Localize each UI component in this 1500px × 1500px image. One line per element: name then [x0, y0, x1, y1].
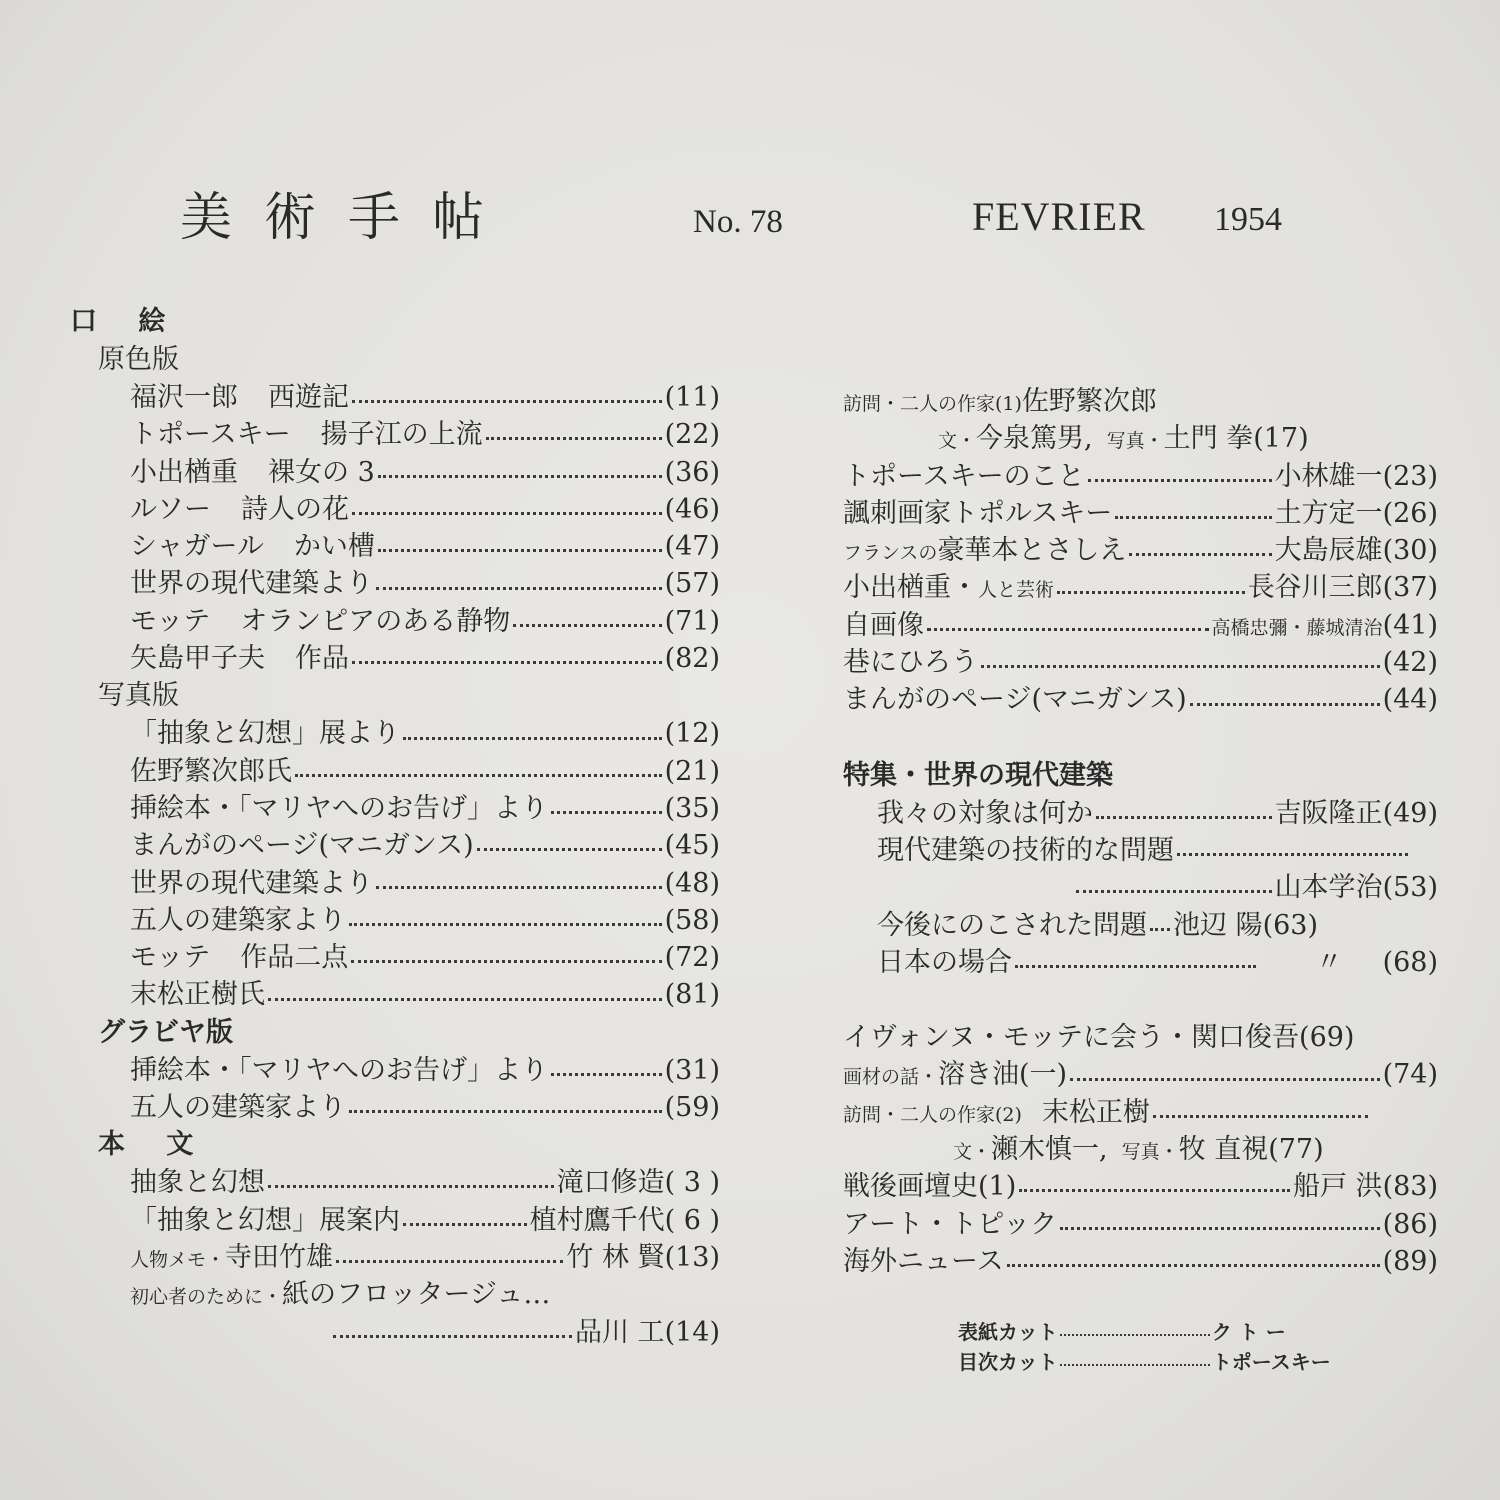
toc-entry: 画材の話・ 溶き油(一) (74) [843, 1059, 1438, 1091]
toc-entry: 末松正樹氏 (81) [130, 979, 720, 1011]
toc-entry: モッテ オランピアのある静物 (71) [130, 605, 720, 637]
issue-number: No. 78 [693, 204, 783, 240]
right-column [843, 383, 1438, 1280]
toc-entry: 海外ニュース (89) [843, 1245, 1438, 1277]
toc-entry: 自画像 高橋忠彌・藤城清治 (41) [843, 609, 1438, 641]
toc-entry: 五人の建築家より (58) [130, 904, 720, 936]
toc-entry: トポースキー 揚子江の上流 (22) [130, 419, 720, 451]
subsection-heading-gravure: グラビヤ版 [98, 1016, 233, 1048]
toc-entry: 五人の建築家より (59) [130, 1092, 720, 1124]
toc-entry: 挿絵本・「マリヤへのお告げ」より (31) [130, 1054, 720, 1086]
masthead [0, 188, 1500, 258]
left-column [70, 303, 720, 1351]
toc-entry: 矢島甲子夫 作品 (82) [130, 643, 720, 675]
toc-entry: 我々の対象は何か 吉阪隆正 (49) [877, 797, 1438, 829]
credits [958, 1317, 1378, 1377]
toc-entry: 訪問・二人の作家(2) 末松正樹 [843, 1094, 1438, 1131]
toc-entry: トポースキーのこと 小林雄一 (23) [843, 460, 1438, 492]
subsection-heading-genshoku: 原色版 [98, 344, 179, 375]
toc-entry: 「抽象と幻想」展案内 植村鷹千代 ( 6 ) [130, 1204, 720, 1236]
toc-entry: 「抽象と幻想」展より (12) [130, 718, 720, 750]
toc-entry: シャガール かい槽 (47) [130, 531, 720, 563]
toc-entry: 世界の現代建築より (57) [130, 568, 720, 600]
magazine-title: 美術手帖 [180, 188, 517, 248]
toc-entry: 初心者のために・ 紙のフロッタージュ… [130, 1279, 551, 1311]
toc-entry-continued: 山本学治 (53) [843, 869, 1438, 906]
toc-entry: 訪問・二人の作家(1) 佐野繁次郎 [843, 386, 1157, 417]
toc-entry: 佐野繁次郎氏 (21) [130, 755, 720, 787]
toc-entry: イヴォンヌ・モッテに会う・ 関口俊吾 (69) [843, 1022, 1355, 1054]
toc-entry: 小出楢重 裸女の 3 (36) [130, 456, 720, 488]
toc-entry: 世界の現代建築より (48) [130, 867, 720, 899]
credit-cover-cut: 表紙カット ク ト ー [958, 1320, 1286, 1344]
credit-toc-cut: 目次カット トポースキー [958, 1350, 1331, 1374]
toc-entry: 諷刺画家トポルスキー 土方定一 (26) [843, 497, 1438, 529]
toc-entry: 日本の場合 〃 (68) [877, 946, 1438, 978]
toc-entry: アート・トピック (86) [843, 1208, 1438, 1240]
subsection-heading-shashin: 写真版 [98, 680, 179, 712]
section-heading-kuchie: 口 絵 [70, 306, 182, 337]
toc-entry: 挿絵本・「マリヤへのお告げ」より (35) [130, 792, 720, 824]
toc-entry: 今後にのこされた問題 池辺 陽 (63) [877, 909, 1319, 941]
toc-entry: 巷にひろう (42) [843, 647, 1438, 679]
toc-entry: モッテ 作品二点 (72) [130, 942, 720, 974]
toc-entry: 抽象と幻想 滝口修造 ( 3 ) [130, 1167, 720, 1199]
toc-entry: まんがのページ(マニガンス) (44) [843, 684, 1438, 716]
section-heading-honbun: 本 文 [98, 1129, 210, 1161]
toc-entry: フランスの 豪華本とさしえ 大島辰雄 (30) [843, 535, 1438, 567]
toc-entry: まんがのページ(マニガンス) (45) [130, 830, 720, 862]
toc-entry-continued: 品川 工 (14) [70, 1314, 720, 1351]
toc-entry: 人物メモ・ 寺田竹雄 竹 林 賢 (13) [130, 1241, 720, 1273]
toc-entry: ルソー 詩人の花 (46) [130, 493, 720, 525]
toc-entry-continued: 文・ 今泉篤男, 写真・ 土門 拳 (17) [938, 423, 1309, 455]
issue-month: FEVRIER [972, 194, 1146, 239]
toc-entry: 現代建築の技術的な問題 [843, 832, 1438, 869]
toc-entry-continued: 文・ 瀬木慎一, 写真・ 牧 直視 (77) [953, 1134, 1324, 1166]
toc-entry: 福沢一郎 西遊記 (11) [130, 382, 720, 413]
feature-heading: 特集・世界の現代建築 [843, 759, 1113, 791]
toc-entry: 戦後画壇史(1) 船戸 洪 (83) [843, 1171, 1438, 1203]
issue-year: 1954 [1214, 201, 1282, 238]
toc-entry: 小出楢重・ 人と芸術 長谷川三郎 (37) [843, 572, 1438, 604]
